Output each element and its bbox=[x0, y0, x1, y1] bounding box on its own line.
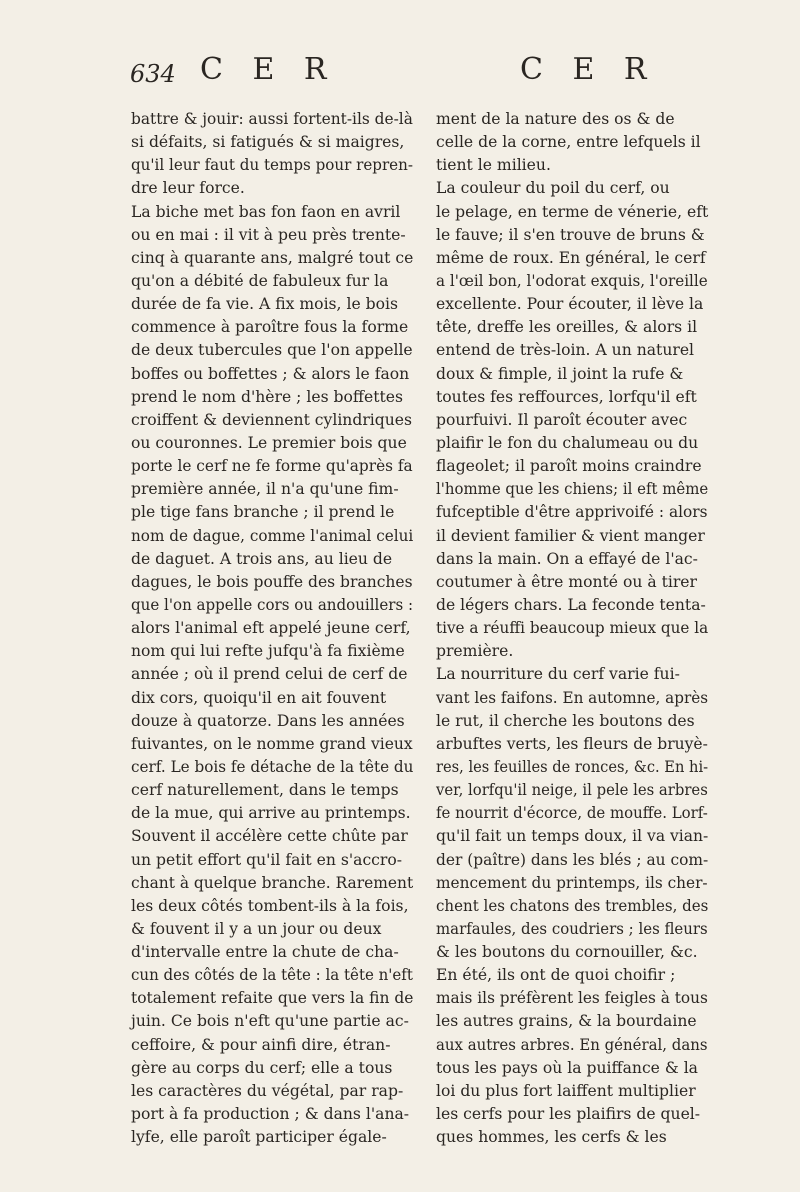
text-line: de deux tubercules que l'on appelle bbox=[131, 341, 413, 360]
running-head-left: C E R bbox=[200, 52, 337, 87]
page-number: 634 bbox=[130, 60, 176, 88]
text-line: pourfuivi. Il paroît écouter avec bbox=[436, 410, 688, 429]
text-line: tive a réuffi beaucoup mieux que la bbox=[436, 619, 709, 638]
text-line: juin. Ce bois n'eft qu'une partie ac- bbox=[131, 1012, 409, 1031]
text-line: cun des côtés de la tête : la tête n'eft bbox=[131, 966, 413, 985]
text-line: Souvent il accélère cette chûte par bbox=[131, 827, 408, 846]
text-line: d'intervalle entre la chute de cha- bbox=[131, 943, 399, 962]
text-line: vant les faifons. En automne, après bbox=[436, 688, 709, 707]
text-line: commence à paroître fous la forme bbox=[131, 318, 409, 337]
text-line: ceffoire, & pour ainfi dire, étran- bbox=[131, 1035, 391, 1054]
text-line: dans la main. On a effayé de l'ac- bbox=[436, 549, 698, 568]
text-line: mencement du printemps, ils cher- bbox=[436, 873, 708, 892]
text-line: tient le milieu. bbox=[436, 156, 551, 175]
text-line: chant à quelque branche. Rarement bbox=[131, 873, 414, 892]
text-line: marfaules, des coudriers ; les fleurs bbox=[436, 919, 708, 938]
text-line: cinq à quarante ans, malgré tout ce bbox=[131, 248, 414, 267]
text-line: port à fa production ; & dans l'ana- bbox=[131, 1105, 410, 1124]
text-line: croiffent & deviennent cylindriques bbox=[131, 410, 413, 429]
text-line: un petit effort qu'il fait en s'accro- bbox=[131, 850, 403, 869]
text-line: fufceptible d'être apprivoifé : alors bbox=[436, 503, 708, 522]
text-line: entend de très-loin. A un naturel bbox=[436, 341, 695, 360]
text-line: En été, ils ont de quoi choifir ; bbox=[436, 966, 676, 985]
text-line: excellente. Pour écouter, il lève la bbox=[436, 295, 704, 314]
text-line: que l'on appelle cors ou andouillers : bbox=[131, 595, 414, 614]
text-line: fe nourrit d'écorce, de mouffe. Lorf- bbox=[436, 804, 708, 823]
text-line: & fouvent il y a un jour ou deux bbox=[131, 919, 382, 938]
text-line: La nourriture du cerf varie fui- bbox=[436, 665, 680, 684]
text-line: de la mue, qui arrive au printemps. bbox=[131, 804, 411, 823]
text-line: cerf naturellement, dans le temps bbox=[131, 781, 399, 800]
text-line: celle de la corne, entre lefquels il bbox=[436, 133, 701, 152]
text-line: fuivantes, on le nomme grand vieux bbox=[131, 734, 413, 753]
text-line: les caractères du végétal, par rap- bbox=[131, 1081, 404, 1100]
text-line: le rut, il cherche les boutons des bbox=[436, 711, 695, 730]
text-line: totalement refaite que vers la fin de bbox=[131, 989, 414, 1008]
text-line: porte le cerf ne fe forme qu'après fa bbox=[131, 457, 413, 476]
text-line: qu'il fait un temps doux, il va vian- bbox=[436, 827, 709, 846]
text-line: les cerfs pour les plaifirs de quel- bbox=[436, 1105, 701, 1124]
text-line: il devient familier & vient manger bbox=[436, 526, 705, 545]
text-line: arbuftes verts, les fleurs de bruyè- bbox=[436, 734, 708, 753]
text-line: année ; où il prend celui de cerf de bbox=[131, 665, 408, 684]
text-line: qu'il leur faut du temps pour repren- bbox=[131, 156, 413, 175]
text-line: & les boutons du cornouiller, &c. bbox=[436, 943, 698, 962]
text-line: dre leur force. bbox=[131, 179, 245, 198]
text-line: ou en mai : il vit à peu près trente- bbox=[131, 225, 406, 244]
text-line: durée de fa vie. A fix mois, le bois bbox=[131, 295, 399, 314]
text-line: coutumer à être monté ou à tirer bbox=[436, 572, 697, 591]
text-line: ple tige fans branche ; il prend le bbox=[131, 503, 395, 522]
text-line: cerf. Le bois fe détache de la tête du bbox=[131, 757, 414, 776]
text-line: a l'œil bon, l'odorat exquis, l'oreille bbox=[436, 271, 708, 290]
text-line: lyfe, elle paroît participer égale- bbox=[131, 1128, 387, 1147]
text-line: les autres grains, & la bourdaine bbox=[436, 1012, 697, 1031]
text-line: dix cors, quoiqu'il en ait fouvent bbox=[131, 688, 387, 707]
text-line: chent les chatons des trembles, des bbox=[436, 896, 709, 915]
text-line: boffes ou boffettes ; & alors le faon bbox=[131, 364, 410, 383]
text-line: tous les pays où la puiffance & la bbox=[436, 1058, 698, 1077]
text-line: ver, lorfqu'il neige, il pele les arbres bbox=[436, 781, 708, 800]
text-line: nom de dague, comme l'animal celui bbox=[131, 526, 414, 545]
text-line: première. bbox=[436, 642, 514, 661]
text-line: l'homme que les chiens; il eft même bbox=[436, 480, 709, 499]
text-line: aux autres arbres. En général, dans bbox=[436, 1035, 708, 1054]
text-line: nom qui lui refte jufqu'à fa fixième bbox=[131, 642, 405, 661]
text-line: le pelage, en terme de vénerie, eft bbox=[436, 202, 709, 221]
text-line: res, les feuilles de ronces, &c. En hi- bbox=[436, 757, 709, 776]
text-line: les deux côtés tombent-ils à la fois, bbox=[131, 896, 409, 915]
running-head-right: C E R bbox=[520, 52, 657, 87]
text-line: même de roux. En général, le cerf bbox=[436, 248, 706, 267]
text-line: alors l'animal eft appelé jeune cerf, bbox=[131, 619, 411, 638]
text-line: gère au corps du cerf; elle a tous bbox=[131, 1058, 393, 1077]
text-line: plaifir le fon du chalumeau ou du bbox=[436, 433, 699, 452]
text-line: La biche met bas fon faon en avril bbox=[131, 202, 401, 221]
text-line: ques hommes, les cerfs & les bbox=[436, 1128, 667, 1147]
text-line: ou couronnes. Le premier bois que bbox=[131, 433, 407, 452]
text-line: flageolet; il paroît moins craindre bbox=[436, 457, 702, 476]
text-line: dagues, le bois pouffe des branches bbox=[131, 572, 413, 591]
text-line: première année, il n'a qu'une fim- bbox=[131, 480, 399, 499]
text-line: der (paître) dans les blés ; au com- bbox=[436, 850, 709, 869]
text-line: si défaits, si fatigués & si maigres, bbox=[131, 133, 405, 152]
text-line: La couleur du poil du cerf, ou bbox=[436, 179, 670, 198]
text-line: de légers chars. La feconde tenta- bbox=[436, 595, 706, 614]
text-line: mais ils préfèrent les feigles à tous bbox=[436, 989, 708, 1008]
right-text-column bbox=[436, 108, 708, 1149]
text-line: prend le nom d'hère ; les boffettes bbox=[131, 387, 403, 406]
text-line: toutes fes reffources, lorfqu'il eft bbox=[436, 387, 697, 406]
text-line: le fauve; il s'en trouve de bruns & bbox=[436, 225, 705, 244]
text-line: loi du plus fort laiffent multiplier bbox=[436, 1081, 696, 1100]
text-line: ment de la nature des os & de bbox=[436, 110, 675, 128]
text-line: doux & fimple, il joint la rufe & bbox=[436, 364, 684, 383]
text-line: qu'on a débité de fabuleux fur la bbox=[131, 271, 389, 290]
text-line: battre & jouir: aussi fortent-ils de-là bbox=[131, 110, 413, 128]
left-text-column bbox=[131, 108, 413, 1149]
text-line: de daguet. A trois ans, au lieu de bbox=[131, 549, 393, 568]
text-line: douze à quatorze. Dans les années bbox=[131, 711, 405, 730]
text-line: tête, dreffe les oreilles, & alors il bbox=[436, 318, 698, 337]
